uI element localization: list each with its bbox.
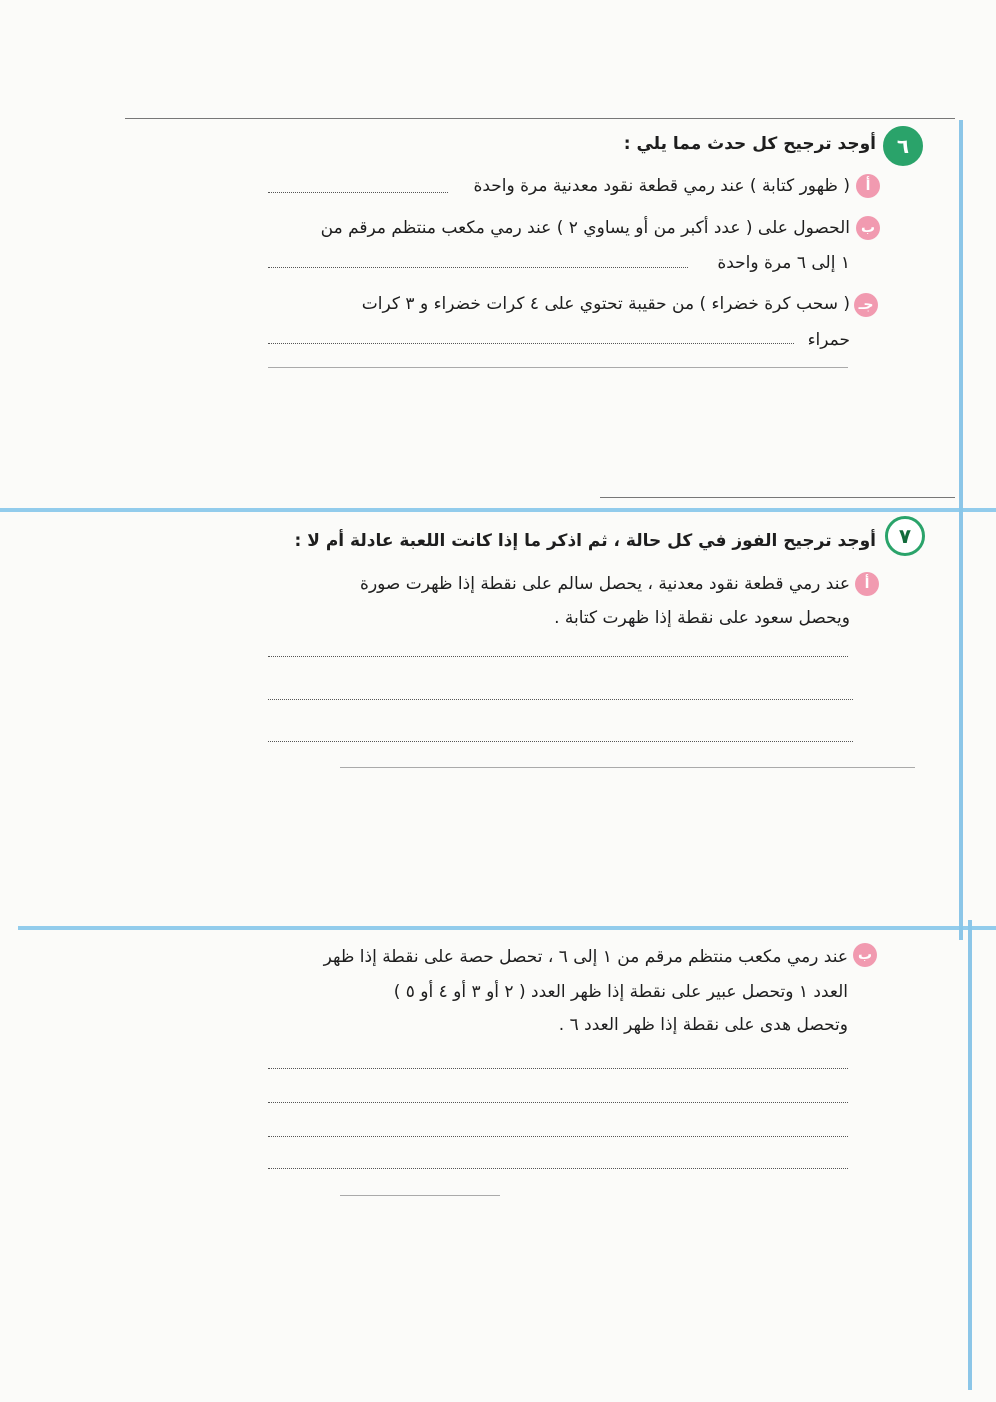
- q7-a-letter: أ: [864, 576, 870, 592]
- q6-a-answer-line: [268, 192, 448, 193]
- q7-b-answer-line-3: [268, 1136, 848, 1137]
- q6-a-letter-badge: [856, 174, 880, 198]
- q6-b-answer-line: [268, 267, 688, 268]
- q7-b-text-line2: العدد ١ وتحصل عبير على نقطة إذا ظهر العدد ( ٢ أو ٣ أو ٤ أو ٥ ): [393, 982, 848, 1002]
- question-6-badge: [883, 126, 923, 166]
- q6-b-letter-badge: [856, 216, 880, 240]
- question-7-badge: [885, 516, 925, 556]
- blue-divider-1: [0, 508, 996, 512]
- q6-a-text: ( ظهور كتابة ) عند رمي قطعة نقود معدنية مرة واحدة: [473, 176, 850, 196]
- q7-b-answer-line-2: [268, 1102, 848, 1103]
- pencil-line-q6-end: [268, 367, 848, 368]
- q7-b-letter-badge: [853, 943, 877, 967]
- q6-c-text-line2: حمراء: [807, 330, 850, 350]
- q7-a-answer-line-1: [268, 656, 848, 657]
- pencil-line-q7a-end: [340, 767, 915, 768]
- q7-a-answer-line-2: [268, 699, 853, 700]
- blue-margin-line-upper: [959, 120, 963, 940]
- q6-a-letter: أ: [865, 178, 871, 194]
- pencil-line-top: [125, 118, 955, 119]
- q6-c-text-line1: ( سحب كرة خضراء ) من حقيبة تحتوي على ٤ كرات خضراء و ٣ كرات: [361, 294, 850, 314]
- question-6-number: ٦: [896, 134, 910, 158]
- q6-c-letter-badge: [854, 293, 878, 317]
- question-7-heading: أوجد ترجيح الفوز في كل حالة ، ثم اذكر ما إذا كانت اللعبة عادلة أم لا :: [294, 531, 876, 551]
- q7-b-answer-line-4: [268, 1168, 848, 1169]
- q7-a-letter-badge: [855, 572, 879, 596]
- question-6-heading: أوجد ترجيح كل حدث مما يلي :: [623, 134, 876, 154]
- pencil-line-q7-top: [600, 497, 955, 498]
- blue-margin-line-lower: [968, 920, 972, 1390]
- q7-b-answer-line-1: [268, 1068, 848, 1069]
- q7-b-text-line1: عند رمي مكعب منتظم مرقم من ١ إلى ٦ ، تحصل حصة على نقطة إذا ظهر: [323, 947, 848, 967]
- q7-a-text-line1: عند رمي قطعة نقود معدنية ، يحصل سالم على نقطة إذا ظهرت صورة: [360, 574, 850, 594]
- q7-b-letter: ب: [857, 947, 873, 963]
- question-7-number: ٧: [898, 524, 912, 548]
- q7-a-answer-line-3: [268, 741, 853, 742]
- q7-b-text-line3: وتحصل هدى على نقطة إذا ظهر العدد ٦ .: [558, 1015, 848, 1035]
- pencil-line-q7b-end: [340, 1195, 500, 1196]
- q6-c-answer-line: [268, 343, 794, 344]
- blue-divider-2: [18, 926, 996, 930]
- q6-b-text-line2: ١ إلى ٦ مرة واحدة: [717, 253, 850, 273]
- q6-b-text-line1: الحصول على ( عدد أكبر من أو يساوي ٢ ) عند رمي مكعب منتظم مرقم من: [320, 218, 850, 238]
- q6-c-letter: جـ: [858, 297, 874, 313]
- q7-a-text-line2: ويحصل سعود على نقطة إذا ظهرت كتابة .: [554, 608, 850, 628]
- q6-b-letter: ب: [860, 220, 876, 236]
